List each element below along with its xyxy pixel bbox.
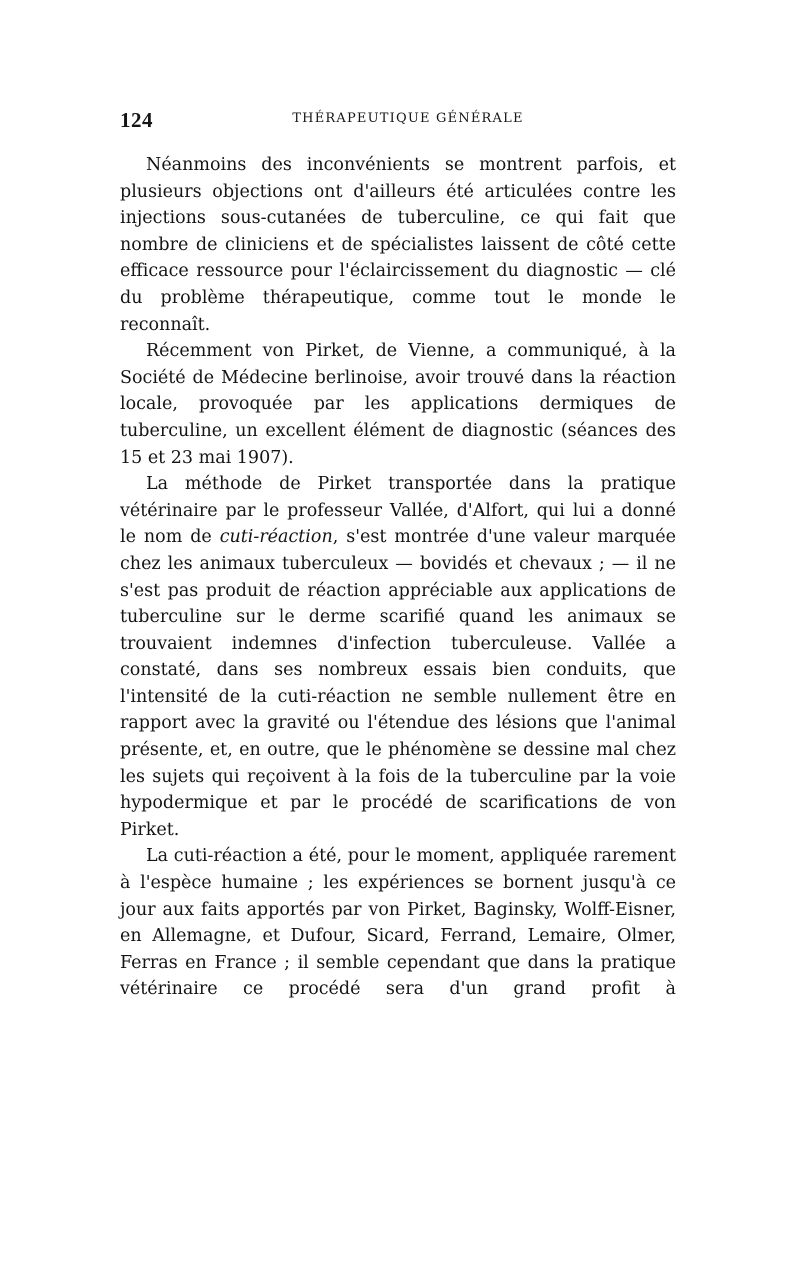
paragraph-3-end: , s'est montrée d'une valeur marquée chez les animaux tuberculeux — bovidés et chevaux ; — il ne s'est pas produit de réaction appréciable aux applications de tuberculine sur le derme scarifié quand les animaux se trouvaient indemnes d'infection tuberculeuse. Vallée a constaté, dans ses nombreux essais bien conduits, que l'intensité de la cuti-réaction ne semble nullement être en rapport avec la gravité ou l'étendue des lésions que l'animal présente, et, en outre, que le phénomène se dessine mal chez les sujets qui reçoivent à la fois de la tuberculine par la voie hypodermique et par le procédé de scarifications de von Pirket. (120, 527, 676, 840)
italic-term-cuti-reaction: cuti-réaction (219, 527, 333, 548)
paragraph-3-start: La méthode de Pirket transportée dans la pratique vétérinaire par le professeur Vallée, d'Alfort, qui lui a donné le nom de (120, 474, 676, 548)
page-header (120, 108, 676, 148)
running-title: THÉRAPEUTIQUE GÉNÉRALE (292, 111, 524, 126)
paragraph-4: La cuti-réaction a été, pour le moment, appliquée rarement à l'espèce humaine ; les expériences se bornent jusqu'à ce jour aux faits apportés par von Pirket, Baginsky, Wolff-Eisner, en Allemagne, et Dufour, Sicard, Ferrand, Lemaire, Olmer, Ferras en France ; il semble cependant que dans la pratique vétérinaire ce procédé sera d'un grand profit à (120, 846, 676, 1000)
page-number: 124 (120, 108, 153, 132)
paragraph-1: Néanmoins des inconvénients se montrent parfois, et plusieurs objections ont d'ailleurs été articulées contre les injections sous-cutanées de tuberculine, ce qui fait que nombre de cliniciens et de spécialistes laissent de côté cette efficace ressource pour l'éclaircissement du diagnostic — clé du problème thérapeutique, comme tout le monde le reconnaît. (120, 155, 676, 335)
paragraph-3 (120, 471, 676, 843)
book-page (120, 108, 676, 1003)
paragraph-2: Récemment von Pirket, de Vienne, a communiqué, à la Société de Médecine berlinoise, avoir trouvé dans la réaction locale, provoquée par les applications dermiques de tuberculine, un excellent élément de diagnostic (séances des 15 et 23 mai 1907). (120, 341, 676, 468)
body-text (120, 152, 676, 1003)
